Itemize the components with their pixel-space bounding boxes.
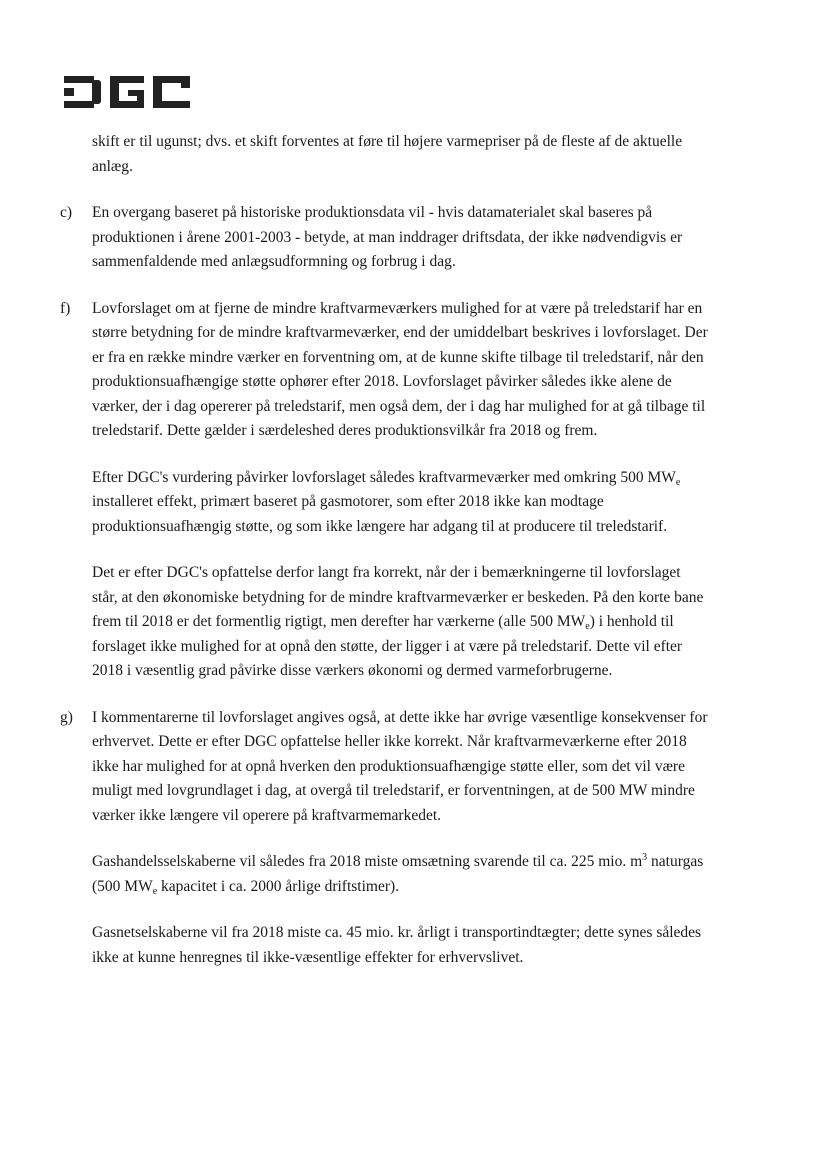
list-item-text: En overgang baseret på historiske produktionsdata vil - hvis datamaterialet skal baseres på produktionen i årene 2001-2003 - betyde, at man inddrager driftsdata, der ikke nødvendigvis er sammenfaldende med anlægsudformning og forbrug i dag. — [92, 204, 683, 270]
list-marker: c) — [60, 204, 73, 221]
paragraph-dgc-assessment: Efter DGC's vurdering påvirker lovforslaget således kraftvarmeværker med omkring 500 $MW_e$ installeret effekt, primært baseret på gasmotorer, som efter 2018 ikke kan modtage produktionsuafhængig støtte, og som ikke længere har adgang til at producere til treledstarif. — [92, 468, 681, 535]
dgc-logo — [64, 76, 190, 108]
continued-paragraph: skift er til ugunst; dvs. et skift forventes at føre til højere varmepriser på de fleste af de aktuelle anlæg. — [92, 133, 683, 175]
list-marker: g) — [60, 708, 73, 726]
list-item-text: I kommentarerne til lovforslaget angives også, at dette ikke har øvrige væsentlige konsekvenser for erhvervet. Dette er efter DGC opfattelse heller ikke korrekt. Når kraftvarmeværkerne efter 2018 ikke har mulighed for at opnå hverken den produktionsuafhængige støtte eller, som det vil være muligt med lovgrundlaget i dag, at overgå til treledstarif, er forventningen, at de 500 MW mindre værker ikke længere vil operere på kraftvarmemarkedet. — [92, 708, 708, 824]
letter-body — [60, 130, 710, 970]
list-item-f — [60, 297, 710, 444]
list-item-text: Lovforslaget om at fjerne de mindre kraftvarmeværkers mulighed for at være på treledstarif har en større betydning for de mindre kraftvarmeværker, end der umiddelbart beskrives i lovforslaget. Der er fra en række mindre værker en forventning om, at de kunne skifte tilbage til treledstarif, når den produktionsuafhængige støtte ophører efter 2018. Lovforslaget påvirker således ikke alene de værker, der i dag opererer på treledstarif, men også dem, der i dag har mulighed for at gå tilbage til treledstarif. Dette gælder i særdeleshed deres produktionsvilkår fra 2018 og frem. — [92, 299, 708, 439]
list-item-c — [60, 201, 710, 275]
paragraph-gas-network: Gasnetselskaberne vil fra 2018 miste ca. 45 mio. kr. årligt i transportindtægter; dette synes således ikke at kunne henregnes til ikke-væsentlige effekter for erhvervslivet. — [92, 924, 702, 966]
list-item-g — [60, 706, 710, 829]
list-marker: f) — [60, 299, 71, 317]
paragraph-gas-trading: Gashandelsselskaberne vil således fra 2018 miste omsætning svarende til ca. 225 mio. $m^3$ naturgas (500 $MW_e$ kapacitet i ca. 2000 årlige driftstimer). — [92, 852, 704, 897]
paragraph-economic-impact: Det er efter DGC's opfattelse derfor langt fra korrekt, når der i bemærkningerne til lovforslaget står, at den økonomiske betydning for de mindre kraftvarmeværker er beskeden. På den korte bane frem til 2018 er det formentlig rigtigt, men derefter har værkerne (alle 500 $MW_e$) i henhold til forslaget ikke mulighed for at opnå den støtte, der ligger i at være på treledstarif. Dette vil efter 2018 i væsentlig grad påvirke disse værkers økonomi og dermed varmeforbrugerne. — [92, 564, 704, 679]
